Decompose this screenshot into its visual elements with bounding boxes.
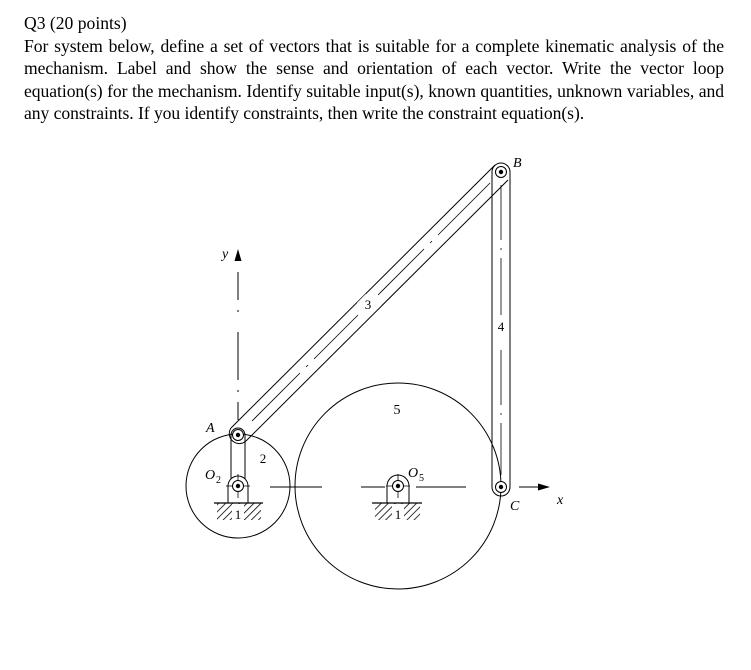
question-title: Q3 (20 points) xyxy=(24,13,127,33)
pin-joint-c xyxy=(496,482,507,493)
x-axis-arrow xyxy=(538,484,550,491)
point-label-o5-main: O xyxy=(408,466,419,481)
point-label-o5 xyxy=(408,466,424,484)
point-label-o2 xyxy=(205,468,221,486)
ground-label-left: 1 xyxy=(234,507,242,522)
x-axis-label: x xyxy=(557,493,564,508)
link-4-label: 4 xyxy=(497,319,505,334)
point-label-a: A xyxy=(206,421,215,436)
y-axis xyxy=(220,247,242,420)
point-label-c: C xyxy=(510,499,520,514)
question-body: For system below, define a set of vectors that is suitable for a complete kinematic analysis of the mechanism. Label and show the sense and orientation of each vector. Write the vector loop equation(s) for the mechanism. Identify suitable input(s), known quantities, unknown variables, and any constraints. If you identify constraints, then write the constraint equation(s). xyxy=(24,35,724,123)
ground-label-right: 1 xyxy=(394,507,402,522)
point-label-b: B xyxy=(513,156,522,171)
y-axis-label: y xyxy=(222,247,229,262)
y-axis-arrow xyxy=(235,249,242,261)
point-label-o5-sub: 5 xyxy=(419,473,424,484)
link-3-label: 3 xyxy=(364,297,372,312)
link-5-label: 5 xyxy=(393,403,401,418)
point-label-o2-main: O xyxy=(205,468,216,483)
pin-joint-o5 xyxy=(393,481,404,492)
pin-joint-b xyxy=(496,167,507,178)
pin-joint-a xyxy=(233,430,244,441)
link-2-label: 2 xyxy=(259,451,267,466)
pin-joint-o2 xyxy=(233,481,244,492)
point-label-o2-sub: 2 xyxy=(216,475,221,486)
